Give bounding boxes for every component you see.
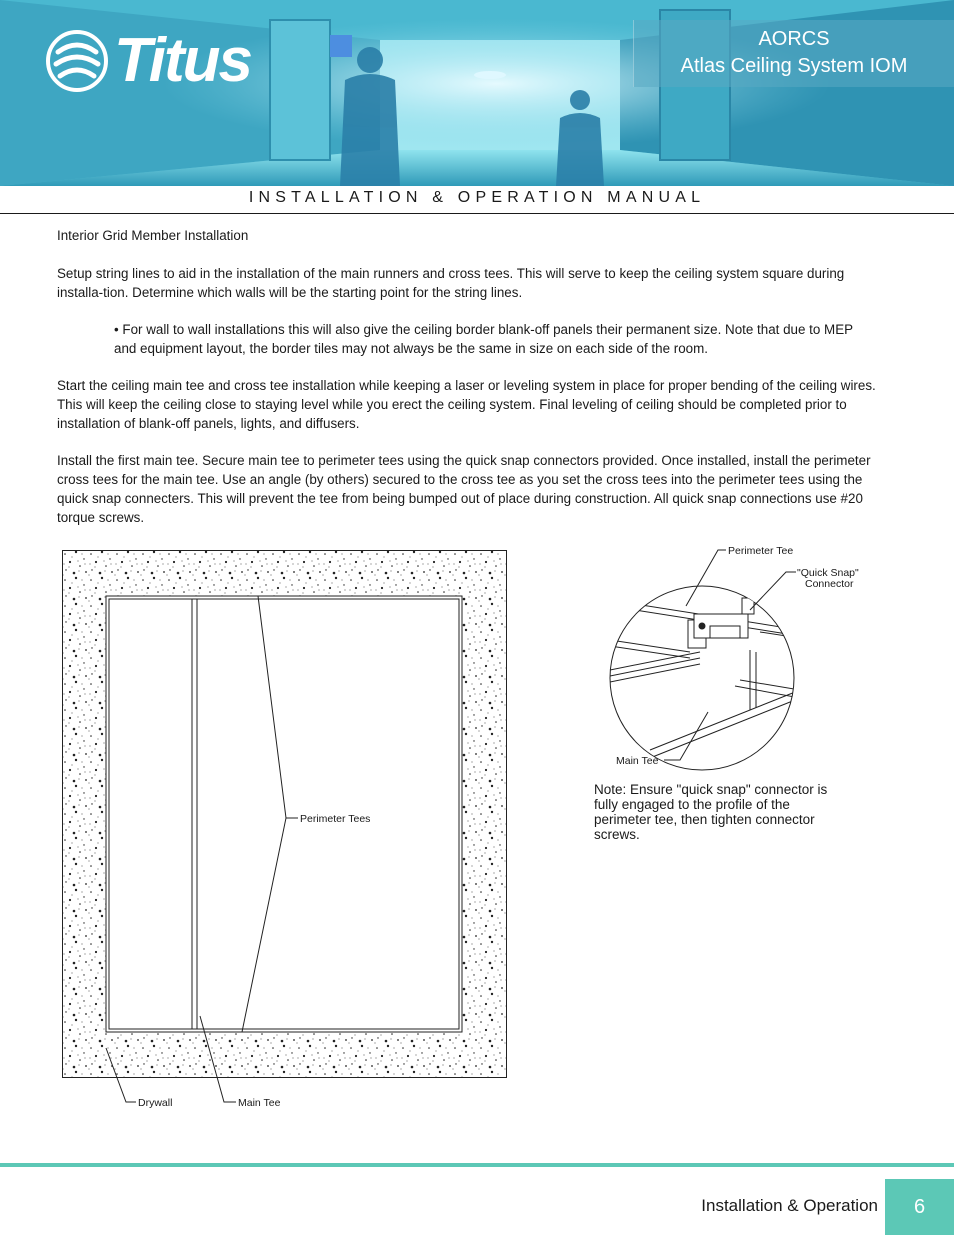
bullet-wall-to-wall: • For wall to wall installations this will also give the ceiling border blank-off panels their permanent size. Note that due to MEP and equipment layout, the border tiles may not always be the same in size on each side of the room. (114, 322, 853, 356)
document-title-box (633, 20, 954, 87)
footer-rule (0, 1163, 954, 1167)
quick-snap-detail-figure (590, 540, 880, 780)
page-number: 6 (913, 1195, 926, 1218)
drywall-label: Drywall (138, 1097, 173, 1109)
titus-logo (46, 26, 251, 95)
manual-strip (0, 186, 954, 214)
main-tee-label: Main Tee (238, 1097, 281, 1109)
perimeter-tee-label: Perimeter Tee (728, 545, 794, 557)
perimeter-tees-label: Perimeter Tees (300, 813, 371, 825)
paragraph-leveling: Start the ceiling main tee and cross tee installation while keeping a laser or leveling system in place for proper bending of the ceiling wires. This will keep the ceiling close to staying level while you erect the ceiling system. Final leveling of ceiling should be completed prior to installation of blank-off panels, lights, and diffusers. (57, 378, 876, 431)
perimeter-tee-outer (106, 596, 462, 1032)
document-title: Atlas Ceiling System IOM (680, 55, 908, 77)
ceiling-plan-figure (62, 550, 512, 1115)
manual-strip-label: INSTALLATION & OPERATION MANUAL (248, 189, 706, 206)
main-tee-detail-label: Main Tee (616, 755, 659, 767)
paragraph-string-lines: Setup string lines to aid in the installation of the main runners and cross tees. This will serve to keep the ceiling system square during installa-tion. Determine which walls will be the starting point for the string lines. (57, 266, 845, 300)
connector-label-line1: "Quick Snap" (797, 567, 859, 579)
header-banner (0, 0, 954, 186)
page-number-badge (885, 1179, 954, 1235)
brand-wordmark: Titus (114, 26, 251, 95)
section-heading: Interior Grid Member Installation (57, 228, 249, 243)
titus-swirl-icon (46, 30, 108, 92)
product-code: AORCS (758, 28, 830, 50)
footer-section-label: Installation & Operation (701, 1196, 878, 1215)
paragraph-main-tee: Install the first main tee. Secure main tee to perimeter tees using the quick snap connectors provided. Once installed, install the perimeter cross tees for the main tee. Use an angle (by others) secured to the cross tee as you set the cross tees into the perimeter tees using the quick snap connecters. This will prevent the tee from being bumped out of place during construction. All quick snap connections use #20 torque screws. (57, 453, 871, 525)
connector-label-line2: Connector (805, 578, 854, 590)
connector-note: Note: Ensure "quick snap" connector is fully engaged to the profile of the perimeter tee, then tighten connector screws. (594, 782, 828, 842)
